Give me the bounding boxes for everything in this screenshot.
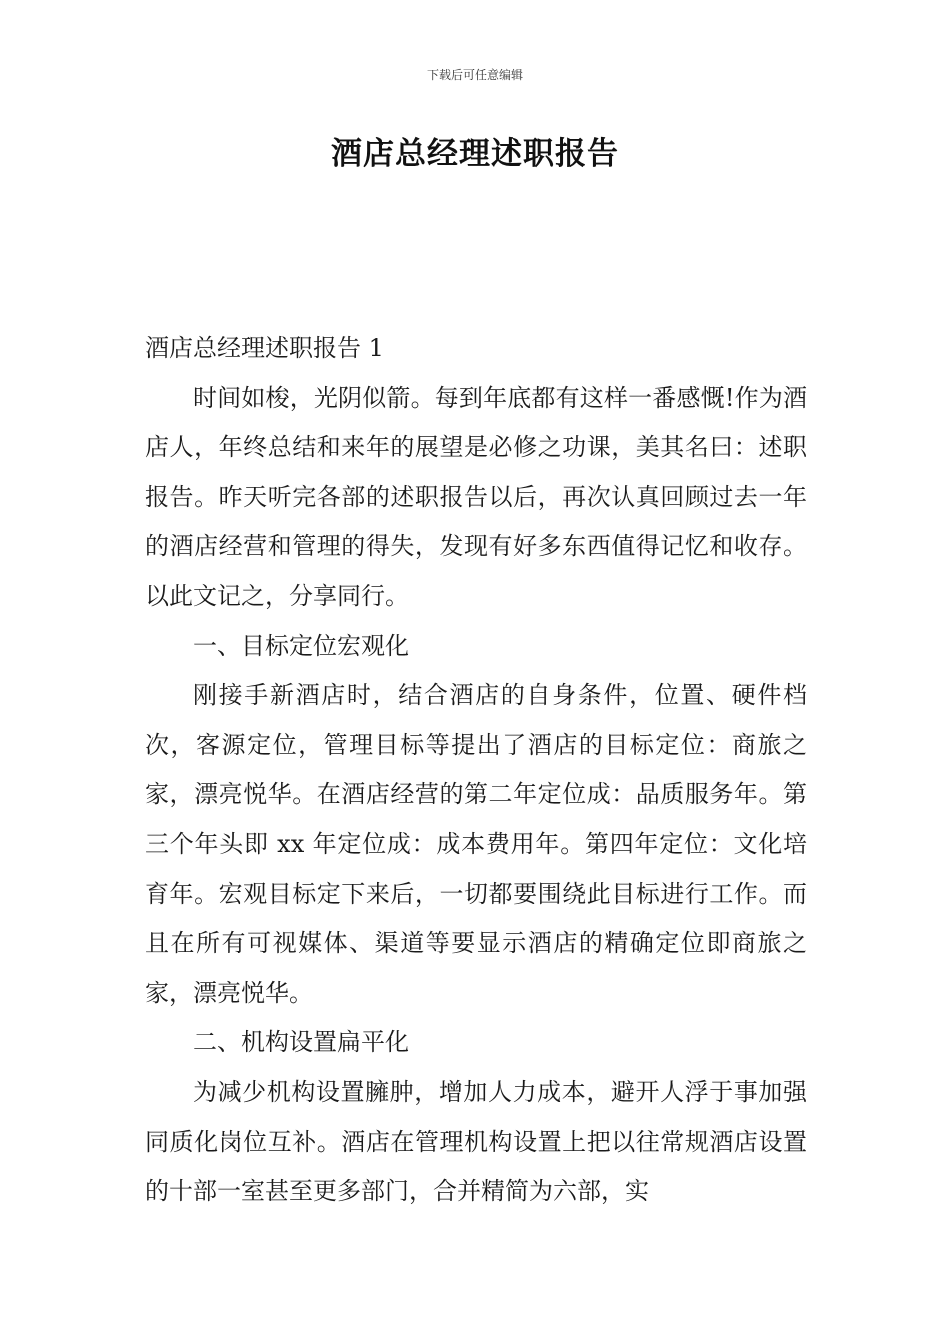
paragraph-org-structure: 为减少机构设置臃肿，增加人力成本，避开人浮于事加强同质化岗位互补。酒店在管理机构设置上把以往常规酒店设置的十部一室甚至更多部门，合并精简为六部，实 <box>145 1077 807 1206</box>
document-body <box>145 324 807 1217</box>
header-note: 下载后可任意编辑 <box>426 68 523 82</box>
paragraph-goal-positioning: 刚接手新酒店时，结合酒店的自身条件，位置、硬件档次，客源定位，管理目标等提出了酒店的目标定位：商旅之家，漂亮悦华。在酒店经营的第二年定位成：品质服务年。第三个年头即 xx 年定位成：成本费用年。第四年定位：文化培育年。宏观目标定下来后，一切都要围绕此目标进行工作。而且在所有可视媒体、渠道等要显示酒店的精确定位即商旅之家，漂亮悦华。 <box>145 681 807 1007</box>
section-heading: 酒店总经理述职报告 1 <box>145 334 384 362</box>
document-title: 酒店总经理述职报告 <box>331 136 619 172</box>
paragraph-intro: 时间如梭，光阴似箭。每到年底都有这样一番感慨!作为酒店人，年终总结和来年的展望是必修之功课，美其名曰：述职报告。昨天听完各部的述职报告以后，再次认真回顾过去一年的酒店经营和管理的得失，发现有好多东西值得记忆和收存。以此文记之，分享同行。 <box>145 383 807 610</box>
subheading-org-structure: 二、机构设置扁平化 <box>193 1028 409 1057</box>
subheading-goal-positioning: 一、目标定位宏观化 <box>193 631 409 660</box>
